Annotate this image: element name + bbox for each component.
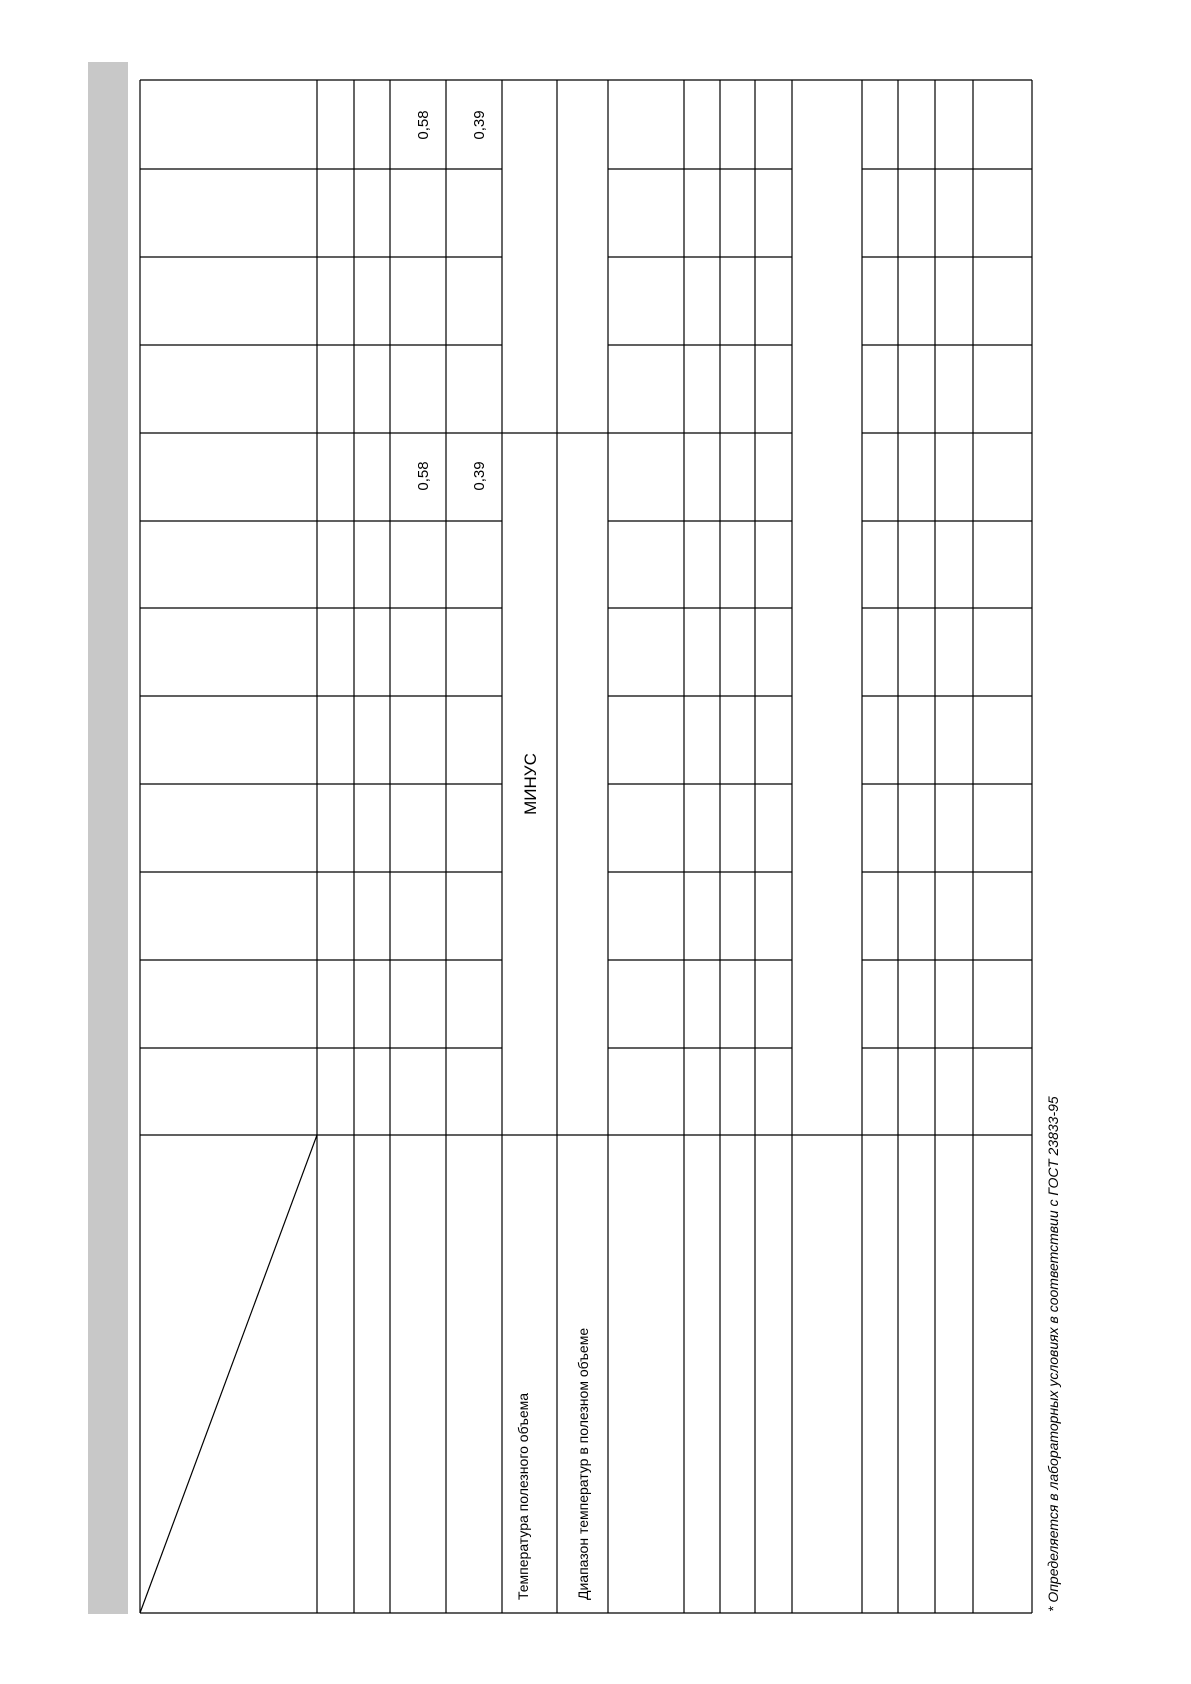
minus-label: МИНУС [521,753,540,815]
footnote: * Определяется в лабораторных условиях в соответствии с ГОСТ 23833-95 [1045,1096,1061,1612]
row-label-temperature: Температура полезного объема [515,1392,531,1600]
row-label-range: Диапазон температур в полезном объеме [575,1327,591,1600]
header-diagonal [140,1135,317,1613]
cell-value: 0,39 [471,110,488,140]
cell-value: 0,39 [471,461,488,491]
cell-value: 0,58 [415,110,432,140]
cell-value: 0,58 [415,461,432,491]
